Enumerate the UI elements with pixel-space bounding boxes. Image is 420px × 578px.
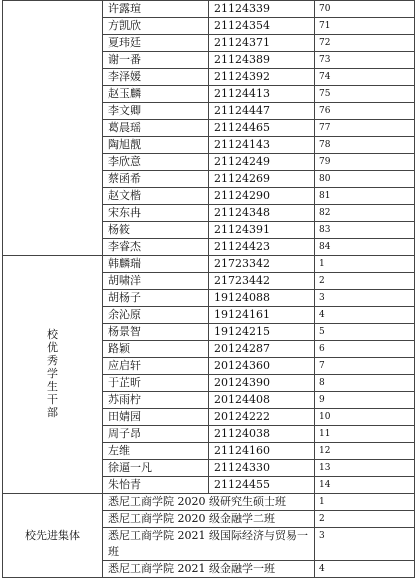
row-number: 9 [315, 392, 415, 409]
student-name: 宋东冉 [103, 205, 209, 222]
collective-name: 悉尼工商学院 2021 级国际经济与贸易一班 [103, 528, 315, 561]
student-name: 赵玉麟 [103, 86, 209, 103]
student-id: 19124215 [209, 324, 315, 341]
student-name: 路颖 [103, 341, 209, 358]
row-number: 72 [315, 35, 415, 52]
student-name: 韩麟瑞 [103, 256, 209, 273]
student-id: 21723342 [209, 256, 315, 273]
student-name: 李欣意 [103, 154, 209, 171]
student-name: 李文卿 [103, 103, 209, 120]
student-name: 徐逼一凡 [103, 460, 209, 477]
category-cell [3, 256, 103, 494]
student-name: 朱怡青 [103, 477, 209, 494]
student-name: 杨筱 [103, 222, 209, 239]
row-number: 81 [315, 188, 415, 205]
student-name: 胡杨子 [103, 290, 209, 307]
row-number: 71 [315, 18, 415, 35]
row-number: 12 [315, 443, 415, 460]
collective-name: 悉尼工商学院 2021 级金融学一班 [103, 561, 315, 578]
student-id: 21124413 [209, 86, 315, 103]
student-id: 21124143 [209, 137, 315, 154]
student-id: 20124287 [209, 341, 315, 358]
row-number: 10 [315, 409, 415, 426]
student-id: 21124290 [209, 188, 315, 205]
student-id: 19124161 [209, 307, 315, 324]
student-id: 21124447 [209, 103, 315, 120]
student-name: 杨景智 [103, 324, 209, 341]
row-number: 2 [315, 511, 415, 528]
student-id: 21124339 [209, 1, 315, 18]
row-number: 5 [315, 324, 415, 341]
awards-table-body [3, 1, 415, 578]
student-id: 21124038 [209, 426, 315, 443]
student-name: 左维 [103, 443, 209, 460]
student-id: 20124390 [209, 375, 315, 392]
row-number: 1 [315, 494, 415, 511]
student-name: 赵文楷 [103, 188, 209, 205]
student-id: 21124269 [209, 171, 315, 188]
row-number: 3 [315, 290, 415, 307]
row-number: 73 [315, 52, 415, 69]
student-name: 方凯欣 [103, 18, 209, 35]
row-number: 83 [315, 222, 415, 239]
row-number: 84 [315, 239, 415, 256]
row-number: 6 [315, 341, 415, 358]
student-name: 李泽媛 [103, 69, 209, 86]
row-number: 13 [315, 460, 415, 477]
student-id: 20124408 [209, 392, 315, 409]
table-row [3, 256, 415, 273]
awards-table [2, 0, 415, 578]
row-number: 80 [315, 171, 415, 188]
student-id: 21124455 [209, 477, 315, 494]
student-name: 周子昂 [103, 426, 209, 443]
row-number: 82 [315, 205, 415, 222]
student-name: 葛晨瑶 [103, 120, 209, 137]
student-id: 21124249 [209, 154, 315, 171]
category-cell: 校先进集体 [3, 494, 103, 578]
student-name: 应启轩 [103, 358, 209, 375]
student-id: 21124392 [209, 69, 315, 86]
row-number: 1 [315, 256, 415, 273]
row-number: 7 [315, 358, 415, 375]
student-name: 苏雨柠 [103, 392, 209, 409]
student-id: 21124371 [209, 35, 315, 52]
row-number: 11 [315, 426, 415, 443]
student-name: 于芷昕 [103, 375, 209, 392]
student-name: 许露瑄 [103, 1, 209, 18]
student-name: 胡啸洋 [103, 273, 209, 290]
student-id: 21124354 [209, 18, 315, 35]
student-id: 21124391 [209, 222, 315, 239]
student-id: 21723442 [209, 273, 315, 290]
row-number: 14 [315, 477, 415, 494]
row-number: 79 [315, 154, 415, 171]
student-id: 19124088 [209, 290, 315, 307]
collective-name: 悉尼工商学院 2020 级金融学二班 [103, 511, 315, 528]
collective-name: 悉尼工商学院 2020 级研究生硕士班 [103, 494, 315, 511]
student-name: 李睿杰 [103, 239, 209, 256]
row-number: 70 [315, 1, 415, 18]
student-id: 21124465 [209, 120, 315, 137]
row-number: 77 [315, 120, 415, 137]
row-number: 3 [315, 528, 415, 561]
student-name: 蔡函希 [103, 171, 209, 188]
student-id: 21124330 [209, 460, 315, 477]
row-number: 8 [315, 375, 415, 392]
row-number: 2 [315, 273, 415, 290]
student-name: 夏玮廷 [103, 35, 209, 52]
student-name: 余沁原 [103, 307, 209, 324]
row-number: 78 [315, 137, 415, 154]
student-name: 谢一番 [103, 52, 209, 69]
row-number: 76 [315, 103, 415, 120]
student-id: 21124423 [209, 239, 315, 256]
student-id: 20124222 [209, 409, 315, 426]
table-row [3, 494, 415, 511]
category-label: 校优秀学生干部 [47, 328, 58, 419]
student-name: 田婧园 [103, 409, 209, 426]
student-id: 21124160 [209, 443, 315, 460]
student-id: 20124360 [209, 358, 315, 375]
row-number: 4 [315, 561, 415, 578]
row-number: 74 [315, 69, 415, 86]
student-id: 21124348 [209, 205, 315, 222]
category-cell-continued [3, 1, 103, 256]
table-row [3, 1, 415, 18]
student-id: 21124389 [209, 52, 315, 69]
row-number: 75 [315, 86, 415, 103]
student-name: 陶旭靓 [103, 137, 209, 154]
row-number: 4 [315, 307, 415, 324]
